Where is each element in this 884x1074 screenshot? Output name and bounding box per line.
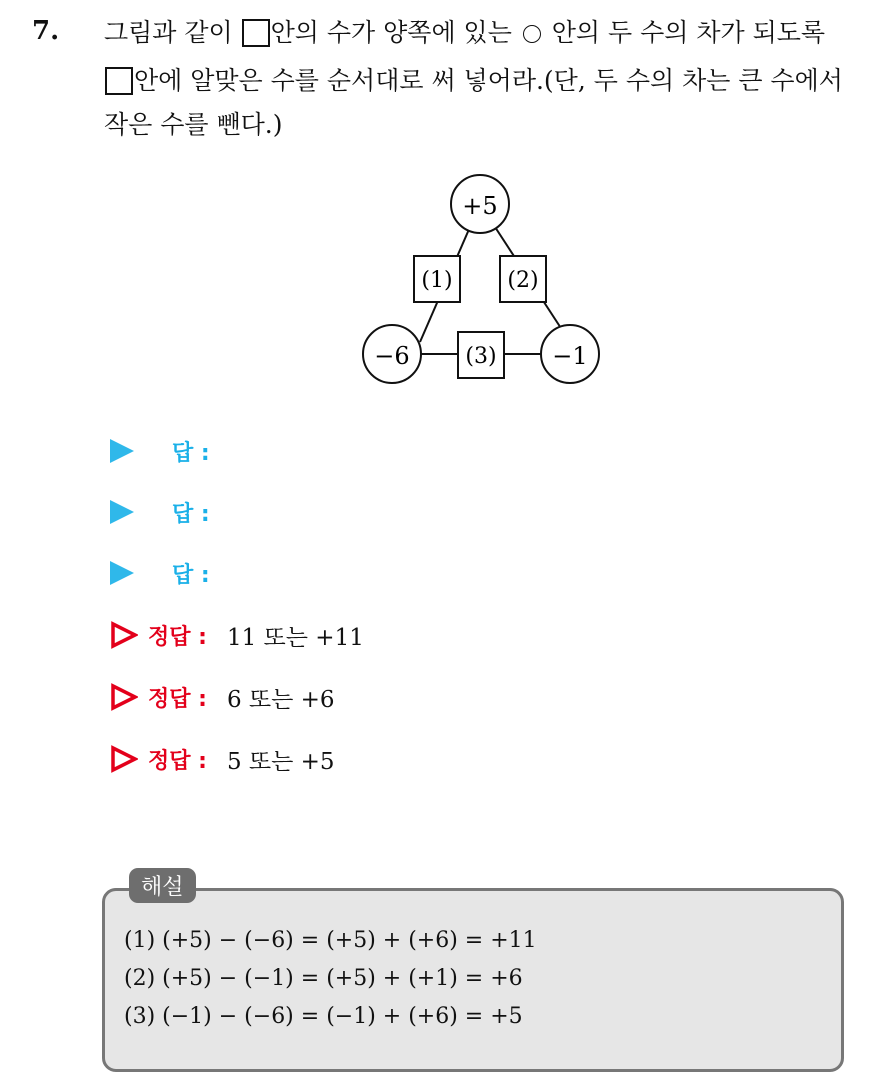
question-number: 7. [32,16,60,46]
answer-row[interactable] [110,492,210,532]
question-line-2 [104,64,843,98]
solution-row [110,615,364,655]
triangle-diagram [360,172,610,392]
answer-row[interactable] [110,431,210,471]
square-symbol [105,67,133,95]
box-3-label: (3) [465,344,497,369]
top-circle-value: +5 [462,192,498,220]
answer-label: 답 : [172,562,210,588]
outline-arrow-icon [110,683,138,711]
outline-arrow-icon [110,745,138,773]
explanation-tag: 해설 [129,868,196,903]
explanation-line: (2) (+5) − (−1) = (+5) + (+1) = +6 [124,966,523,991]
play-arrow-icon [110,500,134,524]
question-text: 작은 수를 뺀다.) [104,110,283,139]
question-text: 안의 두 수의 차가 되도록 [551,18,826,47]
solution-value: 6 또는 +6 [226,686,335,713]
answer-row[interactable] [110,553,210,593]
play-arrow-icon [110,439,134,463]
solution-row [110,739,335,779]
question-text: 안에 알맞은 수를 순서대로 써 넣어라.(단, 두 수의 차는 큰 수에서 [134,66,843,95]
question-line-3 [104,108,283,142]
square-symbol [242,19,270,47]
question-line-1 [104,16,825,50]
play-arrow-icon [110,561,134,585]
answer-label: 답 : [172,501,210,527]
solution-value: 5 또는 +5 [226,748,335,775]
left-circle-value: −6 [374,342,410,370]
box-1-label: (1) [421,268,453,293]
explanation-line: (1) (+5) − (−6) = (+5) + (+6) = +11 [124,928,537,953]
outline-arrow-icon [110,621,138,649]
circle-symbol [523,25,541,43]
solution-row [110,677,335,717]
answer-label: 답 : [172,440,210,466]
solution-label: 정답 : [148,624,207,650]
question-text: 안의 수가 양쪽에 있는 [270,18,512,47]
box-2-label: (2) [507,268,539,293]
solution-value: 11 또는 +11 [226,624,364,651]
solution-label: 정답 : [148,748,207,774]
solution-label: 정답 : [148,686,207,712]
explanation-line: (3) (−1) − (−6) = (−1) + (+6) = +5 [124,1004,523,1029]
question-text: 그림과 같이 [104,18,233,47]
right-circle-value: −1 [552,342,588,370]
